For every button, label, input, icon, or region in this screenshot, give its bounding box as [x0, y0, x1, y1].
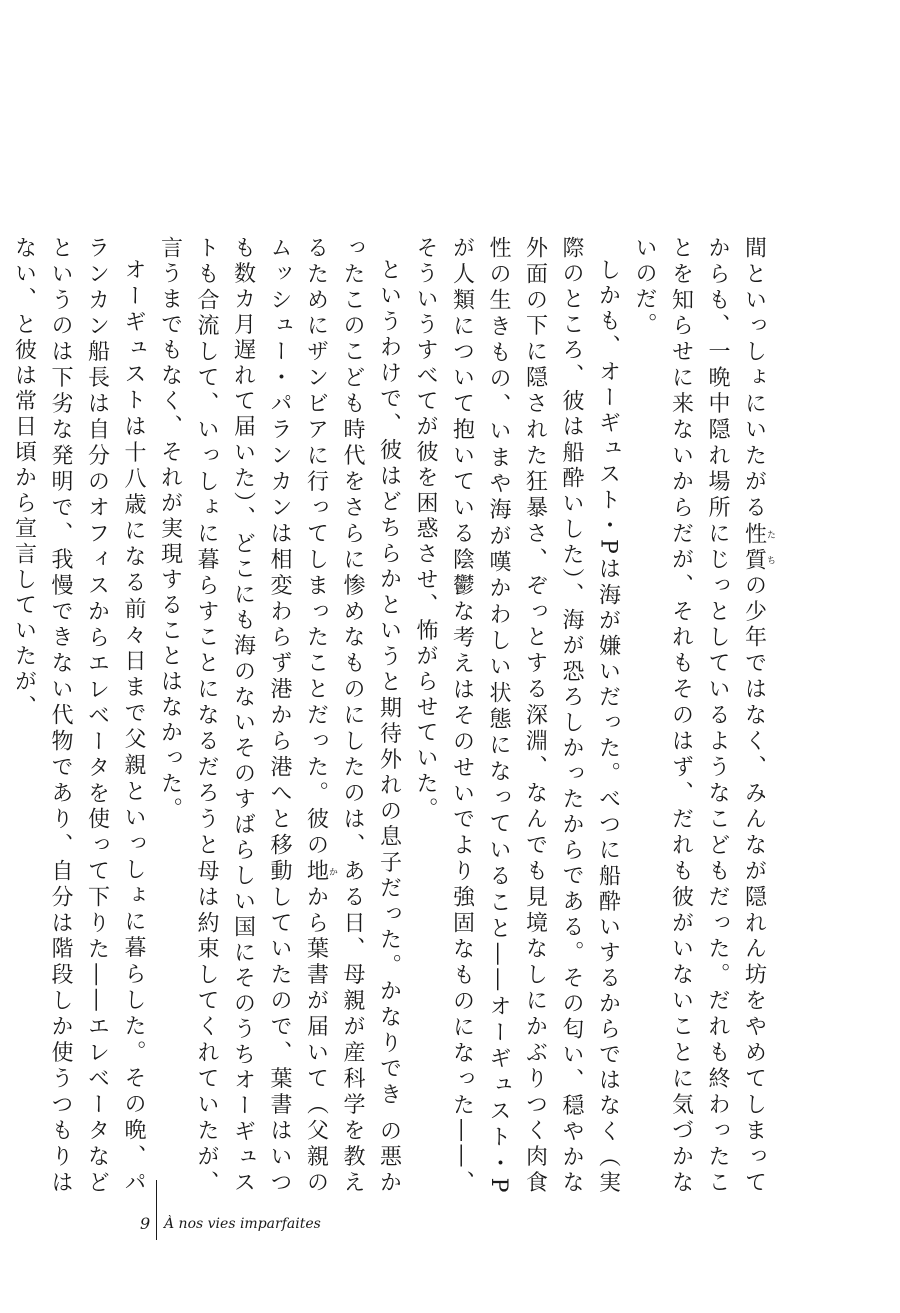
paragraph-1-text-end: の少年ではなく、みんなが隠れん坊をやめてしまってからも、一晩中隠れ場所にじっとしているようなこどもだった。だれも終わったことを知らせに来ないからだが、それもそのはず、だれも彼がいないことに気づかないのだ。: [632, 236, 767, 1197]
ruby-reading: か: [327, 859, 337, 885]
paragraph-4: オーギュストは十八歳になる前々日まで父親といっしょに暮らした。その晩、パランカン船長は自分のオフィスからエレベータを使って下りた――エレベータなどというのは下劣な発明で、我慢できない代物であり、自分は階段しか使うつもりはない、と彼は常日頃から宣言していたが、: [11, 236, 146, 1197]
paragraph-1: [626, 236, 776, 1196]
paragraph-2: しかも、オーギュスト・Pは海が嫌いだった。べつに船酔いするからではなく（実際のところ、彼は船酔いした）、海が恐ろしかったからである。その匂い、穏やかな外面の下に隠された狂暴さ、ぞっとする深淵、なんでも見境なしにかぶりつく肉食性の生きもの、いまや海が嘆かわしい状態になっていること――オーギュスト・Pが人類について抱いている陰鬱な考えはそのせいでより強固なものになった――、そういうすべてが彼を困惑させ、怖がらせていた。: [413, 236, 621, 1196]
ruby-seishitsu: [741, 521, 775, 574]
paragraph-3-text-start: というわけで、彼はどちらかというと期待外れの息子だった。かなりでき の悪かったこのこども時代をさらに惨めなものにしたのは、ある日、母親が産科学を教えるためにザンビアに行ってしまったことだった。彼の: [303, 236, 402, 1196]
footer-divider: [156, 1180, 157, 1240]
paragraph-3-text-end: から葉書が届いて（父親のムッシュー・パランカンは相変わらず港から港へと移動していたので、葉書はいつも数カ月遅れて届いた）、どこにも海のないそのすばらしい国にそのうちオーギュストも合流して、いっしょに暮らすことになるだろうと母は約束してくれていたが、言うまでもなく、それが実現することはなかった。: [157, 236, 329, 1197]
ruby-base: 地: [303, 859, 329, 885]
ruby-reading: たち: [765, 521, 775, 573]
running-title: À nos vies imparfaites: [164, 1216, 321, 1232]
page-number: 9: [140, 1214, 151, 1233]
paragraph-1-text-start: 間といっしょにいたがる: [741, 236, 767, 522]
page-footer: [140, 1180, 400, 1240]
body-text: [11, 236, 775, 1197]
paragraph-3: [151, 236, 407, 1196]
ruby-ka: [303, 859, 337, 885]
ruby-base: 性質: [741, 521, 767, 574]
